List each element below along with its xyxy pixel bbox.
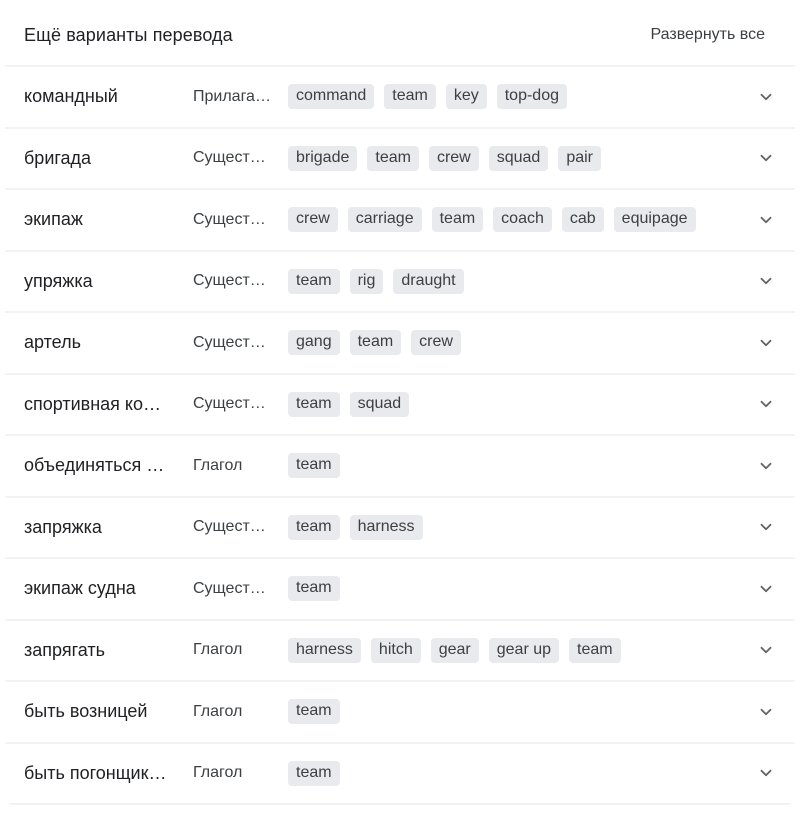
translation-row[interactable] [5, 498, 795, 558]
source-word: экипаж [24, 209, 83, 230]
translation-chip[interactable]: team [288, 453, 340, 478]
translation-chip[interactable]: hitch [371, 638, 421, 663]
source-word: упряжка [24, 270, 93, 291]
translation-chips [288, 576, 340, 601]
chevron-down-icon[interactable] [755, 332, 777, 354]
translation-row[interactable] [5, 744, 795, 804]
more-translations-panel [5, 5, 795, 805]
translation-row[interactable] [5, 67, 795, 127]
chevron-down-icon[interactable] [755, 639, 777, 661]
part-of-speech: Сущест… [193, 210, 266, 228]
expand-all-button[interactable]: Развернуть все [650, 26, 765, 43]
chevron-down-icon[interactable] [755, 455, 777, 477]
translation-chips [288, 699, 340, 724]
translation-chips [288, 207, 696, 232]
chevron-down-icon[interactable] [755, 393, 777, 415]
translation-row[interactable] [5, 190, 795, 250]
translation-row[interactable] [5, 621, 795, 681]
translation-chip[interactable]: team [288, 269, 340, 294]
part-of-speech: Сущест… [193, 272, 266, 290]
translation-chips [288, 392, 409, 417]
translation-chip[interactable]: cab [562, 207, 604, 232]
translation-chip[interactable]: squad [350, 392, 410, 417]
translation-row[interactable] [5, 375, 795, 435]
source-word: запрягать [24, 639, 105, 660]
translation-chip[interactable]: crew [288, 207, 338, 232]
translation-chips [288, 638, 621, 663]
chevron-down-icon[interactable] [755, 578, 777, 600]
part-of-speech: Глагол [193, 641, 243, 659]
translation-chips [288, 453, 340, 478]
translation-chip[interactable]: rig [350, 269, 384, 294]
translation-chip[interactable]: team [288, 576, 340, 601]
translation-chip[interactable]: command [288, 84, 374, 109]
part-of-speech: Глагол [193, 702, 243, 720]
part-of-speech: Сущест… [193, 518, 266, 536]
translation-chip[interactable]: key [446, 84, 487, 109]
source-word: экипаж судна [24, 578, 136, 599]
source-word: запряжка [24, 516, 102, 537]
chevron-down-icon[interactable] [755, 86, 777, 108]
chevron-down-icon[interactable] [755, 762, 777, 784]
translation-chip[interactable]: crew [411, 330, 461, 355]
part-of-speech: Прилага… [193, 87, 271, 105]
source-word: бригада [24, 147, 92, 168]
translation-row[interactable] [5, 682, 795, 742]
chevron-down-icon[interactable] [755, 516, 777, 538]
translation-chip[interactable]: equipage [614, 207, 696, 232]
translation-chip[interactable]: top-dog [497, 84, 567, 109]
translation-chip[interactable]: gear [431, 638, 479, 663]
translation-chips [288, 146, 601, 171]
source-word: артель [24, 332, 81, 353]
source-word: спортивная ко… [24, 393, 162, 414]
source-word: быть погонщик… [24, 762, 167, 783]
translation-chip[interactable]: gang [288, 330, 340, 355]
translation-row[interactable] [5, 559, 795, 619]
translation-chip[interactable]: crew [429, 146, 479, 171]
translation-chip[interactable]: squad [489, 146, 549, 171]
translation-chip[interactable]: team [569, 638, 621, 663]
translation-chip[interactable]: pair [558, 146, 601, 171]
translation-chip[interactable]: coach [493, 207, 552, 232]
chevron-down-icon[interactable] [755, 270, 777, 292]
panel-header [5, 5, 795, 67]
translation-chips [288, 515, 423, 540]
translation-chip[interactable]: team [432, 207, 484, 232]
translation-chip[interactable]: team [288, 515, 340, 540]
translation-chip[interactable]: draught [393, 269, 463, 294]
translation-chips [288, 761, 340, 786]
translation-chips [288, 330, 461, 355]
translation-chip[interactable]: harness [350, 515, 423, 540]
translation-chip[interactable]: harness [288, 638, 361, 663]
translation-row[interactable] [5, 436, 795, 496]
panel-title: Ещё варианты перевода [24, 24, 233, 45]
chevron-down-icon[interactable] [755, 147, 777, 169]
source-word: объединяться … [24, 455, 165, 476]
translation-chip[interactable]: brigade [288, 146, 357, 171]
part-of-speech: Сущест… [193, 579, 266, 597]
translation-row[interactable] [5, 313, 795, 373]
part-of-speech: Сущест… [193, 395, 266, 413]
translation-chip[interactable]: team [288, 699, 340, 724]
part-of-speech: Сущест… [193, 149, 266, 167]
translation-row[interactable] [5, 129, 795, 189]
translation-chips [288, 269, 464, 294]
translation-chip[interactable]: gear up [489, 638, 559, 663]
translation-chip[interactable]: carriage [348, 207, 422, 232]
translation-chip[interactable]: team [384, 84, 436, 109]
translation-list [5, 67, 795, 803]
part-of-speech: Глагол [193, 764, 243, 782]
source-word: командный [24, 86, 118, 107]
source-word: быть возницей [24, 701, 148, 722]
part-of-speech: Глагол [193, 456, 243, 474]
chevron-down-icon[interactable] [755, 209, 777, 231]
translation-chip[interactable]: team [350, 330, 402, 355]
translation-chip[interactable]: team [367, 146, 419, 171]
chevron-down-icon[interactable] [755, 701, 777, 723]
translation-chip[interactable]: team [288, 761, 340, 786]
translation-chip[interactable]: team [288, 392, 340, 417]
part-of-speech: Сущест… [193, 333, 266, 351]
translation-chips [288, 84, 567, 109]
translation-row[interactable] [5, 252, 795, 312]
